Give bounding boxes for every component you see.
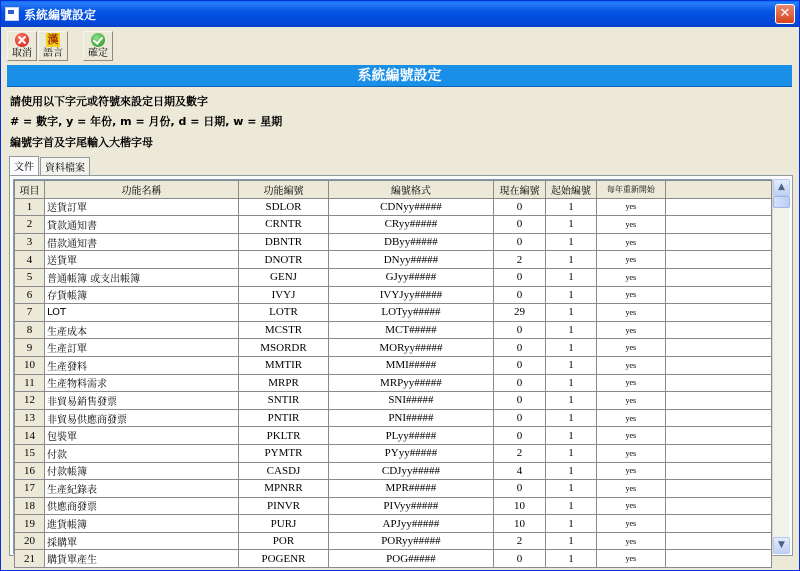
- confirm-icon: [91, 33, 105, 47]
- cancel-label: 取消: [12, 48, 32, 59]
- yearly-reset-cell[interactable]: yes: [596, 532, 665, 550]
- number-format-cell[interactable]: MCT#####: [328, 321, 493, 339]
- table-row[interactable]: [15, 198, 772, 216]
- yearly-reset-cell[interactable]: yes: [596, 339, 665, 357]
- function-code-cell[interactable]: PURJ: [239, 515, 329, 533]
- scroll-thumb[interactable]: [773, 196, 790, 208]
- current-number-cell[interactable]: 2: [494, 532, 546, 550]
- number-format-cell[interactable]: GJyy#####: [328, 268, 493, 286]
- row-index-cell[interactable]: 6: [15, 286, 45, 304]
- number-format-cell[interactable]: CDNyy#####: [328, 198, 493, 216]
- start-number-cell[interactable]: 1: [545, 198, 596, 216]
- empty-cell: [665, 374, 771, 392]
- table-row[interactable]: [15, 216, 772, 234]
- table-row[interactable]: [15, 550, 772, 568]
- function-code-cell[interactable]: SDLOR: [239, 198, 329, 216]
- function-name-cell[interactable]: 生產發料: [44, 356, 238, 374]
- instruction-line: 編號字首及字尾輸入大楷字母: [10, 136, 153, 149]
- table-row[interactable]: [15, 462, 772, 480]
- function-code-cell[interactable]: LOTR: [239, 304, 329, 322]
- empty-cell: [665, 444, 771, 462]
- current-number-cell[interactable]: 0: [494, 233, 546, 251]
- language-button[interactable]: [38, 31, 68, 61]
- current-number-cell[interactable]: 0: [494, 550, 546, 568]
- column-header[interactable]: 項目: [15, 181, 45, 199]
- language-label: 語言: [43, 48, 63, 59]
- empty-cell: [665, 216, 771, 234]
- row-index-cell[interactable]: 1: [15, 198, 45, 216]
- function-name-cell[interactable]: 存貨帳簿: [44, 286, 238, 304]
- yearly-reset-cell[interactable]: yes: [596, 392, 665, 410]
- table-row[interactable]: [15, 480, 772, 498]
- start-number-cell[interactable]: 1: [545, 233, 596, 251]
- function-name-cell[interactable]: 付款帳簿: [44, 462, 238, 480]
- row-index-cell[interactable]: 8: [15, 321, 45, 339]
- number-format-cell[interactable]: PLyy#####: [328, 427, 493, 445]
- row-index-cell[interactable]: 7: [15, 304, 45, 322]
- table-row[interactable]: [15, 321, 772, 339]
- yearly-reset-cell[interactable]: yes: [596, 374, 665, 392]
- row-index-cell[interactable]: 18: [15, 497, 45, 515]
- table-row[interactable]: [15, 392, 772, 410]
- start-number-cell[interactable]: 1: [545, 462, 596, 480]
- yearly-reset-cell[interactable]: yes: [596, 444, 665, 462]
- yearly-reset-cell[interactable]: yes: [596, 480, 665, 498]
- row-index-cell[interactable]: 5: [15, 268, 45, 286]
- number-format-cell[interactable]: APJyy#####: [328, 515, 493, 533]
- table-row[interactable]: [15, 356, 772, 374]
- tab-strip: [9, 157, 91, 175]
- yearly-reset-cell[interactable]: yes: [596, 216, 665, 234]
- current-number-cell[interactable]: 0: [494, 356, 546, 374]
- start-number-cell[interactable]: 1: [545, 268, 596, 286]
- empty-cell: [665, 286, 771, 304]
- cancel-button[interactable]: [7, 31, 37, 61]
- number-format-cell[interactable]: CDJyy#####: [328, 462, 493, 480]
- empty-cell: [665, 356, 771, 374]
- current-number-cell[interactable]: 0: [494, 321, 546, 339]
- yearly-reset-cell[interactable]: yes: [596, 198, 665, 216]
- current-number-cell[interactable]: 2: [494, 444, 546, 462]
- function-name-cell[interactable]: LOT: [44, 304, 238, 322]
- scroll-up-icon: ▲: [778, 182, 785, 192]
- start-number-cell[interactable]: 1: [545, 392, 596, 410]
- start-number-cell[interactable]: 1: [545, 304, 596, 322]
- function-code-cell[interactable]: CRNTR: [239, 216, 329, 234]
- empty-cell: [665, 480, 771, 498]
- number-format-cell[interactable]: SNI#####: [328, 392, 493, 410]
- table-row[interactable]: [15, 286, 772, 304]
- function-name-cell[interactable]: 借款通知書: [44, 233, 238, 251]
- start-number-cell[interactable]: 1: [545, 532, 596, 550]
- number-format-cell[interactable]: MORyy#####: [328, 339, 493, 357]
- function-name-cell[interactable]: 包裝單: [44, 427, 238, 445]
- start-number-cell[interactable]: 1: [545, 374, 596, 392]
- start-number-cell[interactable]: 1: [545, 339, 596, 357]
- empty-cell: [665, 268, 771, 286]
- empty-cell: [665, 462, 771, 480]
- yearly-reset-cell[interactable]: yes: [596, 268, 665, 286]
- start-number-cell[interactable]: 1: [545, 480, 596, 498]
- empty-cell: [665, 515, 771, 533]
- function-code-cell[interactable]: POGENR: [239, 550, 329, 568]
- current-number-cell[interactable]: 0: [494, 392, 546, 410]
- function-name-cell[interactable]: 採購單: [44, 532, 238, 550]
- start-number-cell[interactable]: 1: [545, 409, 596, 427]
- start-number-cell[interactable]: 1: [545, 515, 596, 533]
- tab-data-files[interactable]: 資料檔案: [40, 157, 90, 175]
- current-number-cell[interactable]: 0: [494, 268, 546, 286]
- table-row[interactable]: [15, 409, 772, 427]
- function-code-cell[interactable]: PYMTR: [239, 444, 329, 462]
- column-header[interactable]: 編號格式: [328, 181, 493, 199]
- table-row[interactable]: [15, 374, 772, 392]
- yearly-reset-cell[interactable]: yes: [596, 233, 665, 251]
- function-name-cell[interactable]: 生產紀錄表: [44, 480, 238, 498]
- function-name-cell[interactable]: 付款: [44, 444, 238, 462]
- table-header-row: [15, 181, 772, 199]
- column-header[interactable]: 起始編號: [545, 181, 596, 199]
- function-name-cell[interactable]: 送貨單: [44, 251, 238, 269]
- language-icon: 漢: [47, 33, 59, 46]
- function-code-cell[interactable]: PINVR: [239, 497, 329, 515]
- cancel-icon: [15, 33, 29, 47]
- row-index-cell[interactable]: 10: [15, 356, 45, 374]
- current-number-cell[interactable]: 0: [494, 409, 546, 427]
- current-number-cell[interactable]: 10: [494, 497, 546, 515]
- function-code-cell[interactable]: MMTIR: [239, 356, 329, 374]
- row-index-cell[interactable]: 3: [15, 233, 45, 251]
- number-format-cell[interactable]: POG#####: [328, 550, 493, 568]
- number-format-cell[interactable]: IVYJyy#####: [328, 286, 493, 304]
- start-number-cell[interactable]: 1: [545, 444, 596, 462]
- yearly-reset-cell[interactable]: yes: [596, 304, 665, 322]
- close-button[interactable]: [775, 4, 795, 24]
- table-row[interactable]: [15, 497, 772, 515]
- row-index-cell[interactable]: 17: [15, 480, 45, 498]
- function-name-cell[interactable]: 非貿易供應商發票: [44, 409, 238, 427]
- function-name-cell[interactable]: 購貨單產生: [44, 550, 238, 568]
- current-number-cell[interactable]: 0: [494, 339, 546, 357]
- function-name-cell[interactable]: 供應商發票: [44, 497, 238, 515]
- function-code-cell[interactable]: IVYJ: [239, 286, 329, 304]
- yearly-reset-cell[interactable]: yes: [596, 321, 665, 339]
- confirm-label: 確定: [88, 48, 108, 59]
- table-row[interactable]: [15, 532, 772, 550]
- function-code-cell[interactable]: MSORDR: [239, 339, 329, 357]
- table-row[interactable]: [15, 515, 772, 533]
- number-format-cell[interactable]: LOTyy#####: [328, 304, 493, 322]
- function-name-cell[interactable]: 生產物料需求: [44, 374, 238, 392]
- row-index-cell[interactable]: 14: [15, 427, 45, 445]
- yearly-reset-cell[interactable]: yes: [596, 515, 665, 533]
- function-name-cell[interactable]: 生產訂單: [44, 339, 238, 357]
- function-code-cell[interactable]: PNTIR: [239, 409, 329, 427]
- current-number-cell[interactable]: 0: [494, 374, 546, 392]
- instruction-line: 請使用以下字元或符號來設定日期及數字: [10, 95, 208, 108]
- empty-cell: [665, 321, 771, 339]
- row-index-cell[interactable]: 4: [15, 251, 45, 269]
- current-number-cell[interactable]: 10: [494, 515, 546, 533]
- function-code-cell[interactable]: POR: [239, 532, 329, 550]
- number-format-cell[interactable]: DNyy#####: [328, 251, 493, 269]
- current-number-cell[interactable]: 0: [494, 480, 546, 498]
- function-code-cell[interactable]: DNOTR: [239, 251, 329, 269]
- numbering-grid: [13, 179, 773, 567]
- start-number-cell[interactable]: 1: [545, 321, 596, 339]
- yearly-reset-cell[interactable]: yes: [596, 462, 665, 480]
- empty-cell: [665, 392, 771, 410]
- empty-cell: [665, 339, 771, 357]
- function-code-cell[interactable]: CASDJ: [239, 462, 329, 480]
- yearly-reset-cell[interactable]: yes: [596, 497, 665, 515]
- function-name-cell[interactable]: 送貨訂單: [44, 198, 238, 216]
- column-header[interactable]: 每年重新開始: [596, 181, 665, 199]
- row-index-cell[interactable]: 2: [15, 216, 45, 234]
- row-index-cell[interactable]: 20: [15, 532, 45, 550]
- function-code-cell[interactable]: SNTIR: [239, 392, 329, 410]
- page-title: 系統編號設定: [7, 65, 792, 87]
- current-number-cell[interactable]: 0: [494, 427, 546, 445]
- start-number-cell[interactable]: 1: [545, 286, 596, 304]
- empty-cell: [665, 304, 771, 322]
- number-format-cell[interactable]: DByy#####: [328, 233, 493, 251]
- start-number-cell[interactable]: 1: [545, 497, 596, 515]
- number-format-cell[interactable]: PORyy#####: [328, 532, 493, 550]
- table-row[interactable]: [15, 233, 772, 251]
- empty-cell: [665, 532, 771, 550]
- function-name-cell[interactable]: 生產成本: [44, 321, 238, 339]
- table-row[interactable]: [15, 251, 772, 269]
- window-title: 系統編號設定: [24, 7, 97, 22]
- current-number-cell[interactable]: 29: [494, 304, 546, 322]
- function-name-cell[interactable]: 進貨帳簿: [44, 515, 238, 533]
- tab-panel: [9, 175, 793, 567]
- vertical-scrollbar[interactable]: [772, 179, 789, 554]
- scroll-up-button[interactable]: [773, 179, 790, 196]
- close-icon: ✕: [779, 6, 791, 21]
- row-index-cell[interactable]: 11: [15, 374, 45, 392]
- row-index-cell[interactable]: 19: [15, 515, 45, 533]
- scroll-down-button[interactable]: [773, 537, 790, 554]
- current-number-cell[interactable]: 0: [494, 216, 546, 234]
- start-number-cell[interactable]: 1: [545, 550, 596, 568]
- row-index-cell[interactable]: 12: [15, 392, 45, 410]
- table-row[interactable]: [15, 304, 772, 322]
- row-index-cell[interactable]: 9: [15, 339, 45, 357]
- number-format-cell[interactable]: MMI#####: [328, 356, 493, 374]
- empty-cell: [665, 409, 771, 427]
- table-row[interactable]: [15, 339, 772, 357]
- empty-cell: [665, 233, 771, 251]
- column-header[interactable]: 功能編號: [239, 181, 329, 199]
- function-code-cell[interactable]: MCSTR: [239, 321, 329, 339]
- column-header[interactable]: 現在編號: [494, 181, 546, 199]
- table-row[interactable]: [15, 444, 772, 462]
- row-index-cell[interactable]: 13: [15, 409, 45, 427]
- tab-documents[interactable]: 文件: [9, 156, 39, 175]
- empty-cell: [665, 198, 771, 216]
- table-row[interactable]: [15, 268, 772, 286]
- number-format-cell[interactable]: CRyy#####: [328, 216, 493, 234]
- start-number-cell[interactable]: 1: [545, 251, 596, 269]
- yearly-reset-cell[interactable]: yes: [596, 286, 665, 304]
- yearly-reset-cell[interactable]: yes: [596, 550, 665, 568]
- function-code-cell[interactable]: MPNRR: [239, 480, 329, 498]
- function-code-cell[interactable]: MRPR: [239, 374, 329, 392]
- table-row[interactable]: [15, 427, 772, 445]
- instruction-line: # = 數字, y = 年份, m = 月份, d = 日期, w = 星期: [10, 115, 283, 128]
- start-number-cell[interactable]: 1: [545, 216, 596, 234]
- number-format-cell[interactable]: PNI#####: [328, 409, 493, 427]
- numbering-table: [14, 180, 772, 568]
- current-number-cell[interactable]: 2: [494, 251, 546, 269]
- confirm-button[interactable]: [83, 31, 113, 61]
- start-number-cell[interactable]: 1: [545, 356, 596, 374]
- yearly-reset-cell[interactable]: yes: [596, 356, 665, 374]
- function-name-cell[interactable]: 普通帳簿 或支出帳簿: [44, 268, 238, 286]
- start-number-cell[interactable]: 1: [545, 427, 596, 445]
- title-bar[interactable]: [1, 1, 799, 27]
- number-format-cell[interactable]: PYyy#####: [328, 444, 493, 462]
- empty-cell: [665, 497, 771, 515]
- yearly-reset-cell[interactable]: yes: [596, 251, 665, 269]
- function-name-cell[interactable]: 非貿易銷售發票: [44, 392, 238, 410]
- empty-cell: [665, 251, 771, 269]
- current-number-cell[interactable]: 0: [494, 198, 546, 216]
- row-index-cell[interactable]: 16: [15, 462, 45, 480]
- number-format-cell[interactable]: PIVyy#####: [328, 497, 493, 515]
- table-body: [15, 198, 772, 567]
- function-code-cell[interactable]: GENJ: [239, 268, 329, 286]
- current-number-cell[interactable]: 0: [494, 286, 546, 304]
- scroll-down-icon: ▼: [778, 540, 785, 550]
- yearly-reset-cell[interactable]: yes: [596, 409, 665, 427]
- empty-cell: [665, 427, 771, 445]
- number-format-cell[interactable]: MRPyy#####: [328, 374, 493, 392]
- empty-cell: [665, 550, 771, 568]
- function-code-cell[interactable]: PKLTR: [239, 427, 329, 445]
- function-name-cell[interactable]: 貸款通知書: [44, 216, 238, 234]
- app-window-icon: [5, 7, 19, 21]
- function-code-cell[interactable]: DBNTR: [239, 233, 329, 251]
- empty-header: [665, 181, 771, 199]
- yearly-reset-cell[interactable]: yes: [596, 427, 665, 445]
- row-index-cell[interactable]: 21: [15, 550, 45, 568]
- number-format-cell[interactable]: MPR#####: [328, 480, 493, 498]
- toolbar: [7, 31, 113, 63]
- current-number-cell[interactable]: 4: [494, 462, 546, 480]
- row-index-cell[interactable]: 15: [15, 444, 45, 462]
- column-header[interactable]: 功能名稱: [44, 181, 238, 199]
